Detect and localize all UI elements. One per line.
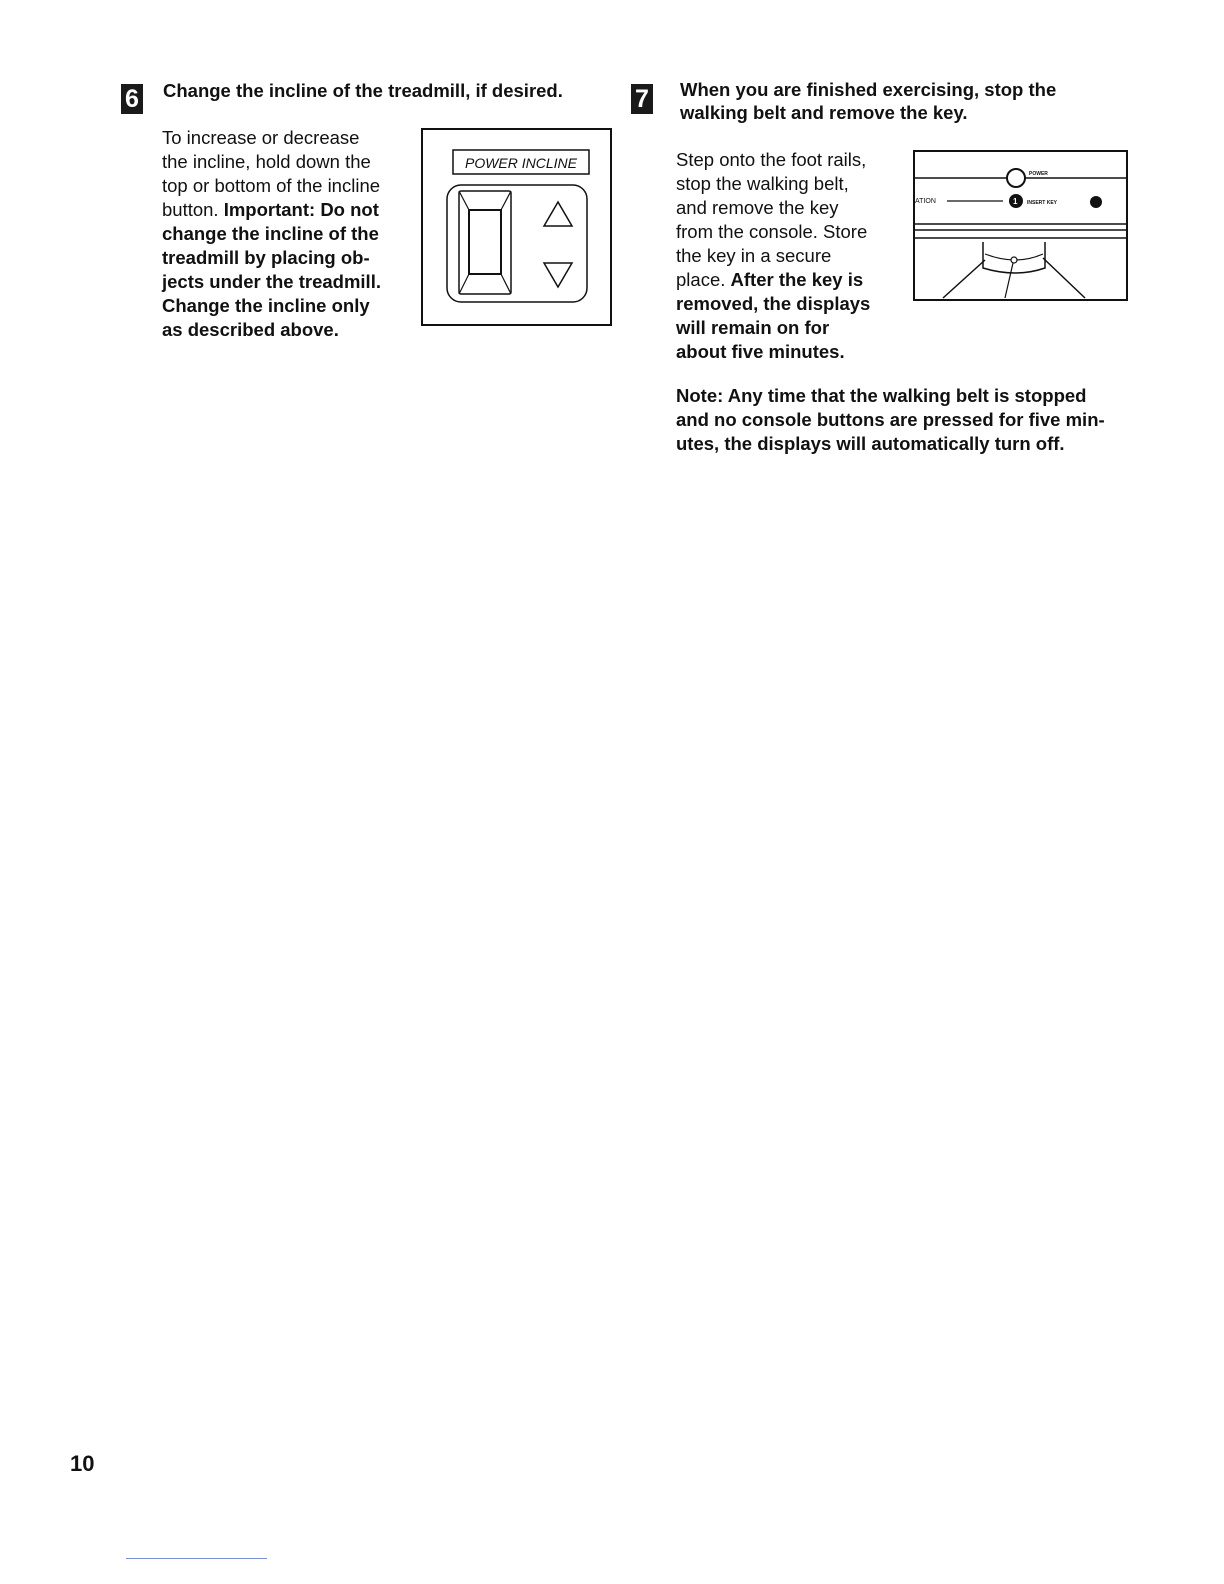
- body-line: [676, 196, 870, 220]
- body-line: [676, 148, 870, 172]
- step-7-body: [676, 148, 870, 364]
- indicator-dot-icon: [1090, 196, 1102, 208]
- power-incline-illustration: [421, 128, 613, 327]
- step-6-badge: 6: [121, 84, 143, 114]
- body-line: [676, 268, 870, 292]
- body-line: [676, 220, 870, 244]
- body-text: the key in a secure: [676, 245, 832, 266]
- body-text: place.: [676, 269, 731, 290]
- step-7-heading-line-1: When you are finished exercising, stop the: [680, 79, 1057, 100]
- bold-text: Important: Do not: [223, 199, 379, 220]
- body-line: [676, 316, 870, 340]
- body-text: button.: [162, 199, 224, 220]
- step-7-heading-line-2: walking belt and remove the key.: [680, 102, 968, 123]
- body-text: To increase or decrease: [162, 127, 360, 148]
- body-line: [162, 318, 381, 342]
- body-line: [162, 222, 381, 246]
- console-key-illustration: [913, 150, 1129, 302]
- bold-text: about five minutes.: [676, 341, 845, 362]
- body-text: Step onto the foot rails,: [676, 149, 867, 170]
- note-line-2: and no console buttons are pressed for five min-: [676, 409, 1105, 430]
- bold-text: jects under the treadmill.: [162, 271, 381, 292]
- body-line: [676, 172, 870, 196]
- power-incline-label: POWER INCLINE: [464, 155, 578, 171]
- bold-text: will remain on for: [676, 317, 830, 338]
- bold-text: treadmill by placing ob-: [162, 247, 370, 268]
- bold-text: removed, the displays: [676, 293, 871, 314]
- body-line: [162, 150, 381, 174]
- body-line: [676, 244, 870, 268]
- key-icon: [1011, 257, 1017, 263]
- note-line-3: utes, the displays will automatically turn off.: [676, 433, 1065, 454]
- body-line: [162, 174, 381, 198]
- body-line: [162, 126, 381, 150]
- body-line: [162, 270, 381, 294]
- incline-rocker-inner: [469, 210, 501, 274]
- body-text: from the console. Store: [676, 221, 868, 242]
- power-button-icon: [1007, 169, 1025, 187]
- step-7-badge: 7: [631, 84, 653, 114]
- body-line: [676, 340, 870, 364]
- body-text: stop the walking belt,: [676, 173, 849, 194]
- bold-text: change the incline of the: [162, 223, 379, 244]
- bold-text: Change the incline only: [162, 295, 370, 316]
- step-7-note: [676, 384, 1105, 456]
- step-6-heading: Change the incline of the treadmill, if desired.: [163, 80, 563, 101]
- power-label: POWER: [1029, 171, 1048, 177]
- step-6-body: [162, 126, 381, 342]
- body-text: the incline, hold down the: [162, 151, 371, 172]
- body-line: [162, 246, 381, 270]
- body-text: top or bottom of the incline: [162, 175, 381, 196]
- footer-rule: [126, 1558, 267, 1559]
- body-line: [676, 292, 870, 316]
- bold-text: as described above.: [162, 319, 339, 340]
- ation-label: ATION: [915, 198, 936, 205]
- body-text: and remove the key: [676, 197, 839, 218]
- body-line: [162, 294, 381, 318]
- page-number: 10: [70, 1451, 95, 1476]
- body-line: [162, 198, 381, 222]
- insert-key-label: INSERT KEY: [1027, 200, 1058, 206]
- svg-text:1: 1: [1013, 197, 1018, 206]
- bold-text: After the key is: [730, 269, 864, 290]
- note-line-1: Note: Any time that the walking belt is stopped: [676, 385, 1087, 406]
